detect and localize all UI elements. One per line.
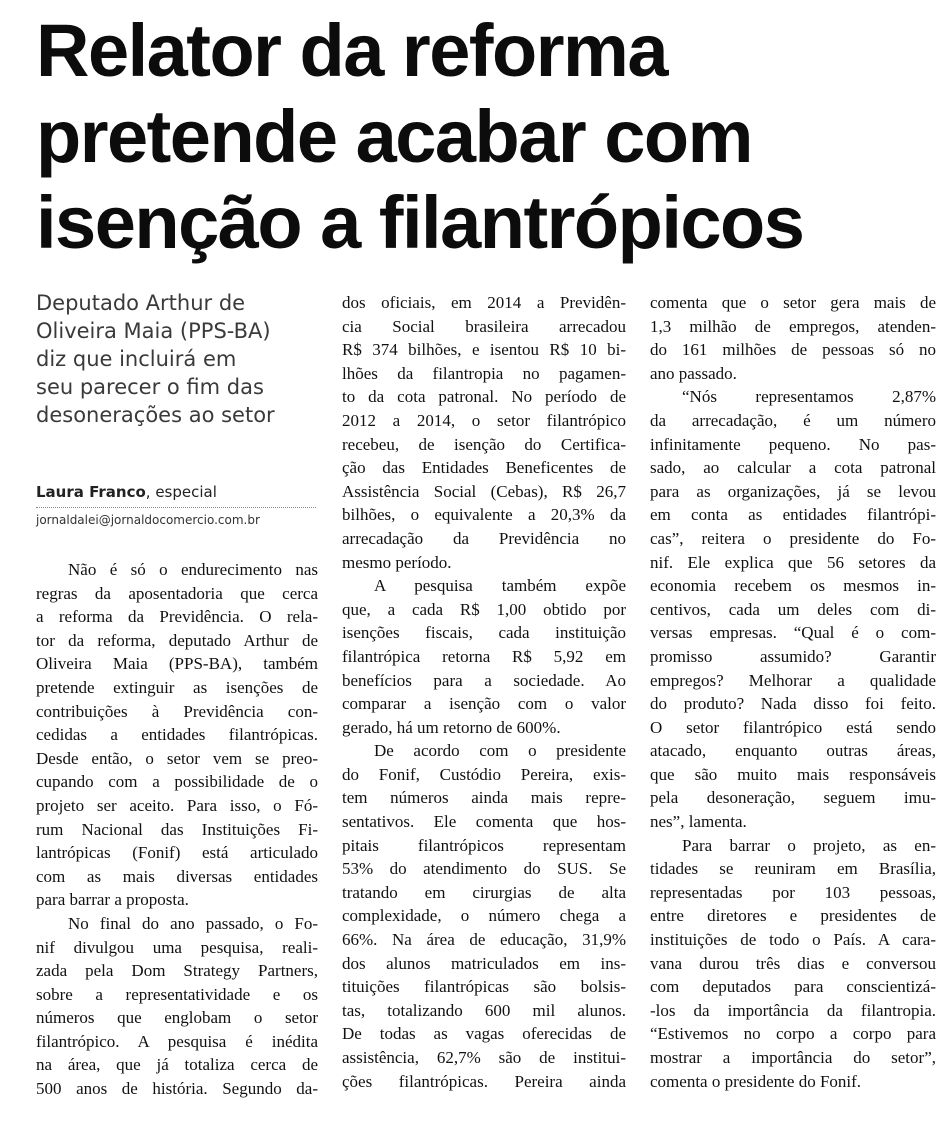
text-line: assistência, 62,7% são de institui- — [342, 1048, 626, 1067]
author-email: jornaldalei@jornaldocomercio.com.br — [36, 513, 260, 527]
text-line: nes”, lamenta. — [650, 812, 747, 832]
text-line: “Nós representamos 2,87% — [682, 387, 936, 407]
article-column-2 — [342, 291, 626, 1093]
text-line: tituições filantrópicas são bolsis- — [342, 977, 626, 997]
text-line: lhões da filantropia no pagamen- — [342, 363, 626, 383]
text-line: Não é só o endurecimento nas — [68, 560, 318, 579]
text-line: 53% do atendimento do SUS. Se — [342, 859, 626, 879]
text-line: comparar a isenção com o valor — [342, 694, 626, 714]
subheadline-line: seu parecer o fim das — [36, 375, 264, 399]
subheadline-line: desonerações ao setor — [36, 403, 275, 427]
text-line: 1,3 milhão de empregos, atenden- — [650, 316, 936, 336]
text-line: tidades se reuniram em Brasília, — [650, 859, 936, 879]
text-line: Oliveira Maia (PPS-BA), também — [36, 654, 318, 674]
text-line: para as organizações, já se levou — [650, 481, 936, 501]
text-line: cia Social brasileira arrecadou — [342, 316, 626, 336]
text-line: De acordo com o presidente — [374, 741, 626, 761]
subheadline-line: Deputado Arthur de — [36, 291, 246, 315]
text-line: lantrópicas (Fonif) está articulado — [36, 843, 318, 863]
text-line: entre diretores e presidentes de — [650, 906, 936, 926]
text-line: dos oficiais, em 2014 a Previdên- — [342, 293, 626, 312]
text-line: versas empresas. “Qual é o com- — [650, 623, 936, 643]
headline-line: isenção a filantrópicos — [36, 181, 804, 264]
text-line: De todas as vagas oferecidas de — [342, 1024, 626, 1044]
text-line: mostrar a importância do setor”, — [650, 1048, 936, 1067]
text-line: do 161 milhões de pessoas só no — [650, 340, 936, 360]
text-line: A pesquisa também expõe — [374, 576, 626, 596]
text-line: 500 anos de história. Segundo da- — [36, 1079, 318, 1099]
text-line: 66%. Na área de educação, 31,9% — [342, 930, 626, 950]
text-line: Desde então, o setor vem se preo- — [36, 748, 318, 768]
text-line: filantrópico. A pesquisa é inédita — [36, 1031, 318, 1051]
headline-line: Relator da reforma — [36, 9, 667, 92]
text-line: dos alunos matriculados em ins- — [342, 953, 626, 973]
text-line: cas”, reitera o presidente do Fo- — [650, 528, 936, 548]
article-column-1 — [36, 558, 318, 1101]
text-line: tor da reforma, deputado Arthur de — [36, 630, 318, 650]
text-line: No final do ano passado, o Fo- — [68, 913, 318, 933]
text-line: do Fonif, Custódio Pereira, exis- — [342, 764, 626, 784]
text-line: mesmo período. — [342, 552, 452, 572]
text-line: sado, ao calcular a cota patronal — [650, 458, 936, 478]
text-line: que são muito mais responsáveis — [650, 764, 936, 784]
text-line: representadas por 103 pessoas, — [650, 882, 936, 902]
text-line: benefícios para a sociedade. Ao — [342, 670, 626, 690]
text-line: pela desoneração, seguem imu- — [650, 788, 936, 808]
text-line: Assistência Social (Cebas), R$ 26,7 — [342, 481, 626, 501]
text-line: “Estivemos no corpo a corpo para — [650, 1024, 936, 1044]
text-line: centivos, cada um deles com di- — [650, 599, 936, 619]
text-line: nif. Ele explica que 56 setores da — [650, 552, 936, 572]
text-line: infinitamente pequeno. No pas- — [650, 434, 936, 454]
text-line: sentativos. Ele comenta que hos- — [342, 812, 626, 832]
article-column-3 — [650, 291, 936, 1093]
text-line: complexidade, o número chega a — [342, 906, 626, 926]
text-line: cupando com a possibilidade de o — [36, 772, 318, 792]
text-line: com deputados para conscientizá- — [650, 977, 936, 997]
text-line: pretende extinguir as isenções de — [36, 677, 318, 697]
text-line: Para barrar o projeto, as en- — [682, 835, 936, 855]
text-line: do produto? Nada disso foi feito. — [650, 694, 936, 714]
text-line: 2012 a 2014, o setor filantrópico — [342, 410, 626, 430]
text-line: zada pela Dom Strategy Partners, — [36, 961, 318, 981]
text-line: ção das Entidades Beneficentes de — [342, 458, 626, 478]
text-line: O setor filantrópico está sendo — [650, 717, 936, 737]
text-line: pitais filantrópicos representam — [342, 835, 626, 855]
text-line: tratando em cirurgias de alta — [342, 882, 626, 902]
text-line: comenta que o setor gera mais de — [650, 293, 936, 312]
text-line: nif divulgou uma pesquisa, reali- — [36, 937, 318, 957]
headline-line: pretende acabar com — [36, 95, 752, 178]
text-line: promisso assumido? Garantir — [650, 646, 936, 666]
text-line: -los da importância da filantropia. — [650, 1000, 936, 1020]
text-line: to da cota patronal. No período de — [342, 387, 626, 407]
text-line: sobre a representatividade e os — [36, 984, 318, 1004]
text-line: regras da aposentadoria que cerca — [36, 583, 318, 603]
author-role: , especial — [145, 483, 217, 501]
text-line: instituições de todo o País. A cara- — [650, 930, 936, 950]
text-line: tas, totalizando 600 mil alunos. — [342, 1000, 626, 1020]
text-line: números que englobam o setor — [36, 1008, 318, 1028]
text-line: vana durou três dias e conversou — [650, 953, 936, 973]
text-line: economia recebem os mesmos in- — [650, 576, 936, 596]
byline — [36, 483, 217, 501]
subheadline — [36, 289, 326, 429]
text-line: que, a cada R$ 1,00 obtido por — [342, 599, 626, 619]
text-line: recebeu, de isenção do Certifica- — [342, 434, 626, 454]
text-line: da arrecadação, é um número — [650, 410, 936, 430]
byline-divider — [36, 507, 316, 508]
text-line: ano passado. — [650, 363, 737, 383]
text-line: com as mais diversas entidades — [36, 866, 318, 886]
author-name: Laura Franco — [36, 483, 146, 501]
text-line: gerado, há um retorno de 600%. — [342, 717, 561, 737]
text-line: na área, que já totaliza cerca de — [36, 1055, 318, 1075]
text-line: atacado, enquanto outras áreas, — [650, 741, 936, 761]
text-line: cedidas a entidades filantrópicas. — [36, 725, 318, 745]
text-line: a reforma da Previdência. O rela- — [36, 607, 318, 627]
subheadline-line: diz que incluirá em — [36, 347, 237, 371]
text-line: projeto ser aceito. Para isso, o Fó- — [36, 795, 318, 815]
text-line: em conta as entidades filantrópi- — [650, 505, 936, 525]
text-line: tem números ainda mais repre- — [342, 788, 626, 808]
text-line: R$ 374 bilhões, e isentou R$ 10 bi- — [342, 340, 626, 360]
text-line: ções filantrópicas. Pereira ainda — [342, 1071, 626, 1091]
headline — [36, 8, 936, 266]
text-line: isenções fiscais, cada instituição — [342, 623, 626, 643]
text-line: para barrar a proposta. — [36, 890, 189, 910]
text-line: arrecadação da Previdência no — [342, 528, 626, 548]
text-line: rum Nacional das Instituições Fi- — [36, 819, 318, 839]
text-line: filantrópica retorna R$ 5,92 em — [342, 646, 626, 666]
text-line: comenta o presidente do Fonif. — [650, 1071, 862, 1091]
text-line: empregos? Melhorar a qualidade — [650, 670, 936, 690]
text-line: contribuições à Previdência con- — [36, 701, 318, 721]
subheadline-line: Oliveira Maia (PPS-BA) — [36, 319, 271, 343]
text-line: bilhões, o equivalente a 20,3% da — [342, 505, 626, 525]
